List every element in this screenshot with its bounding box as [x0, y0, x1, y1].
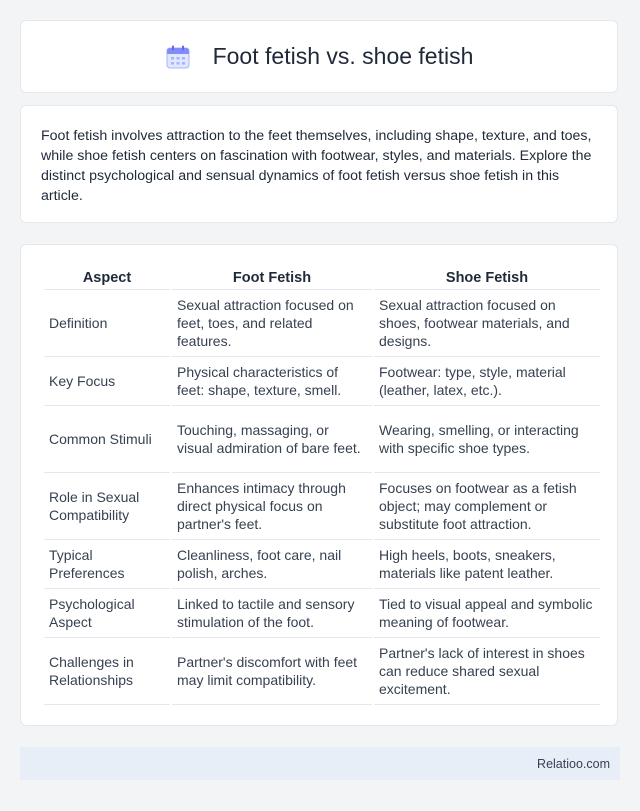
row-shoe-fetish: Tied to visual appeal and symbolic meaning of footwear.: [374, 589, 600, 638]
row-foot-fetish: Enhances intimacy through direct physical focus on partner's feet.: [172, 473, 372, 540]
footer-bar: [20, 747, 620, 780]
table-row: [44, 406, 600, 473]
row-foot-fetish: Physical characteristics of feet: shape, texture, smell.: [172, 357, 372, 406]
row-shoe-fetish: Sexual attraction focused on shoes, footwear materials, and designs.: [374, 290, 600, 357]
comparison-card: [20, 244, 618, 726]
row-aspect: Psychological Aspect: [44, 589, 170, 638]
row-shoe-fetish: Partner's lack of interest in shoes can reduce shared sexual excitement.: [374, 638, 600, 705]
row-aspect: Role in Sexual Compatibility: [44, 473, 170, 540]
row-foot-fetish: Partner's discomfort with feet may limit compatibility.: [172, 638, 372, 705]
column-header-foot-fetish: Foot Fetish: [172, 267, 372, 290]
intro-text: Foot fetish involves attraction to the feet themselves, including shape, texture, and toes, while shoe fetish centers on fascination with footwear, styles, and materials. Explore the distinct psychological and sensual dynamics of foot fetish versus shoe fetish in this article.: [41, 128, 592, 204]
row-foot-fetish: Touching, massaging, or visual admiration of bare feet.: [172, 406, 372, 473]
table-row: [44, 357, 600, 406]
row-shoe-fetish: High heels, boots, sneakers, materials like patent leather.: [374, 540, 600, 589]
row-aspect: Common Stimuli: [44, 406, 170, 473]
calendar-icon: [165, 44, 191, 70]
row-aspect: Key Focus: [44, 357, 170, 406]
row-aspect: Challenges in Relationships: [44, 638, 170, 705]
column-header-shoe-fetish: Shoe Fetish: [374, 267, 600, 290]
row-aspect: Typical Preferences: [44, 540, 170, 589]
row-shoe-fetish: Wearing, smelling, or interacting with specific shoe types.: [374, 406, 600, 473]
table-row: [44, 638, 600, 705]
row-foot-fetish: Sexual attraction focused on feet, toes, and related features.: [172, 290, 372, 357]
row-foot-fetish: Cleanliness, foot care, nail polish, arches.: [172, 540, 372, 589]
title-card: [20, 20, 618, 93]
title-row: [165, 43, 474, 70]
comparison-table: [42, 267, 602, 705]
table-row: [44, 290, 600, 357]
table-row: [44, 540, 600, 589]
page-title: Foot fetish vs. shoe fetish: [212, 43, 474, 69]
intro-card: [20, 105, 618, 223]
footer-brand: Relatioo.com: [537, 756, 610, 771]
table-row: [44, 589, 600, 638]
row-shoe-fetish: Focuses on footwear as a fetish object; may complement or substitute foot attraction.: [374, 473, 600, 540]
row-shoe-fetish: Footwear: type, style, material (leather, latex, etc.).: [374, 357, 600, 406]
row-foot-fetish: Linked to tactile and sensory stimulation of the foot.: [172, 589, 372, 638]
table-header-row: [44, 267, 600, 290]
row-aspect: Definition: [44, 290, 170, 357]
table-row: [44, 473, 600, 540]
column-header-aspect: Aspect: [44, 267, 170, 290]
